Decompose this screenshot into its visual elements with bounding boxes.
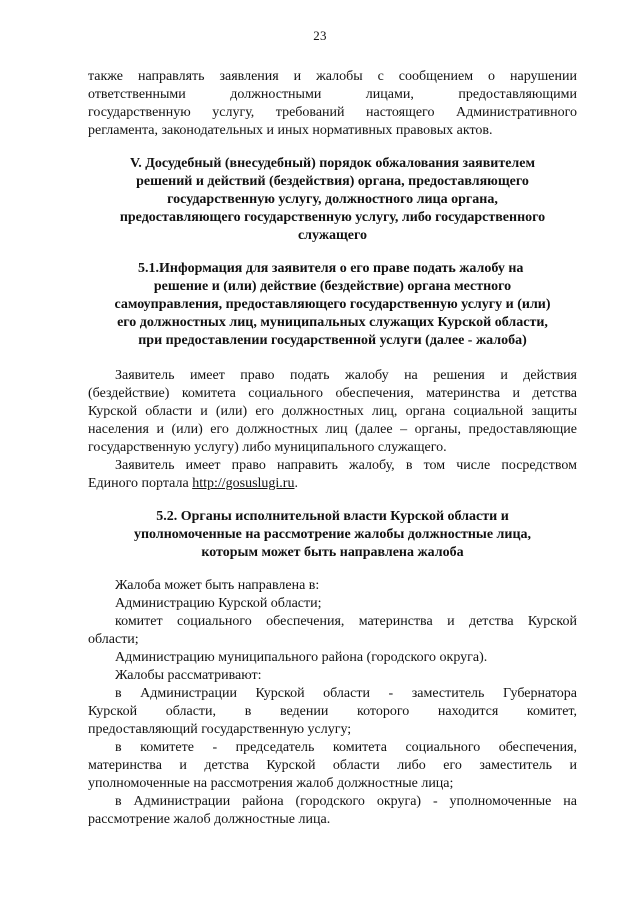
section-5-heading-line-4: предоставляющего государственную услугу, либо государственного <box>119 210 546 225</box>
portal-suffix: . <box>294 476 298 491</box>
gosuslugi-link[interactable]: http://gosuslugi.ru <box>192 476 295 491</box>
section-5-1-body-line-6: Заявитель имеет право направить жалобу, в том числе посредством <box>115 458 577 473</box>
intro-line-4: регламента, законодательных и иных нормативных правовых актов. <box>88 123 493 138</box>
section-5-1-heading-line-3: самоуправления, предоставляющего государственную услугу и (или) <box>114 297 551 312</box>
section-5-2-body-line-2: Администрацию Курской области; <box>115 596 322 611</box>
section-5-1-body-line-4: населения и (или) его должностных лиц (далее – органы, предоставляющие <box>88 422 577 437</box>
page-number: 23 <box>313 28 327 43</box>
section-5-heading-line-5: служащего <box>297 228 368 243</box>
section-5-2-body-line-13: в Администрации района (городского округа) - уполномоченные на <box>115 794 577 809</box>
section-5-2-heading-line-2: уполномоченные на рассмотрение жалобы должностные лица, <box>133 527 532 542</box>
section-5-2-body-line-1: Жалоба может быть направлена в: <box>115 578 320 593</box>
section-5-1-heading-line-5: при предоставлении государственной услуги (далее - жалоба) <box>138 333 527 348</box>
section-5-2-body-line-8: Курской области, в ведении которого находится комитет, <box>88 704 577 719</box>
section-5-2-body-line-7: в Администрации Курской области - заместитель Губернатора <box>115 686 577 701</box>
section-5-1-heading-line-1: 5.1.Информация для заявителя о его праве подать жалобу на <box>138 261 524 276</box>
intro-line-2: ответственными должностными лицами, предоставляющими <box>88 87 577 102</box>
section-5-1-body-line-3: Курской области и (или) его должностных лиц, органа социальной защиты <box>88 404 577 419</box>
section-5-1-body-line-5: государственную услугу) либо муниципального служащего. <box>88 440 447 455</box>
section-5-1-heading-line-2: решение и (или) действие (бездействие) органа местного <box>153 279 512 294</box>
section-5-2-body-line-5: Администрацию муниципального района (городского округа). <box>115 650 488 665</box>
section-5-2-heading-line-1: 5.2. Органы исполнительной власти Курской области и <box>156 509 509 524</box>
intro-line-3: государственную услугу, требований настоящего Административного <box>88 105 577 120</box>
portal-line <box>88 475 577 492</box>
portal-prefix: Единого портала <box>88 476 193 491</box>
section-5-2-body-line-12: уполномоченные на рассмотрения жалоб должностные лица; <box>88 776 454 791</box>
section-5-1-body-line-1: Заявитель имеет право подать жалобу на решения и действия <box>115 368 577 383</box>
section-5-heading-line-3: государственную услугу, должностного лица органа, <box>167 192 498 207</box>
section-5-1-heading-line-4: его должностных лиц, муниципальных служащих Курской области, <box>117 315 548 330</box>
section-5-1-body-line-2: (бездействие) комитета социального обеспечения, материнства и детства <box>88 386 577 401</box>
intro-line-1: также направлять заявления и жалобы с сообщением о нарушении <box>88 69 577 84</box>
section-5-2-body-line-11: материнства и детства Курской области либо его заместитель и <box>88 758 577 773</box>
section-5-2-heading-line-3: которым может быть направлена жалоба <box>201 545 464 560</box>
section-5-heading-line-1: V. Досудебный (внесудебный) порядок обжалования заявителем <box>129 156 536 171</box>
section-5-2-body-line-3: комитет социального обеспечения, материнства и детства Курской <box>115 614 577 629</box>
section-5-2-body-line-6: Жалобы рассматривают: <box>115 668 262 683</box>
section-5-2-body-line-4: области; <box>88 632 139 647</box>
section-5-2-body-line-10: в комитете - председатель комитета социального обеспечения, <box>115 740 577 755</box>
section-5-heading-line-2: решений и действий (бездействия) органа, предоставляющего <box>136 174 529 189</box>
section-5-2-body-line-14: рассмотрение жалоб должностные лица. <box>88 812 331 827</box>
section-5-2-body-line-9: предоставляющий государственную услугу; <box>88 722 352 737</box>
